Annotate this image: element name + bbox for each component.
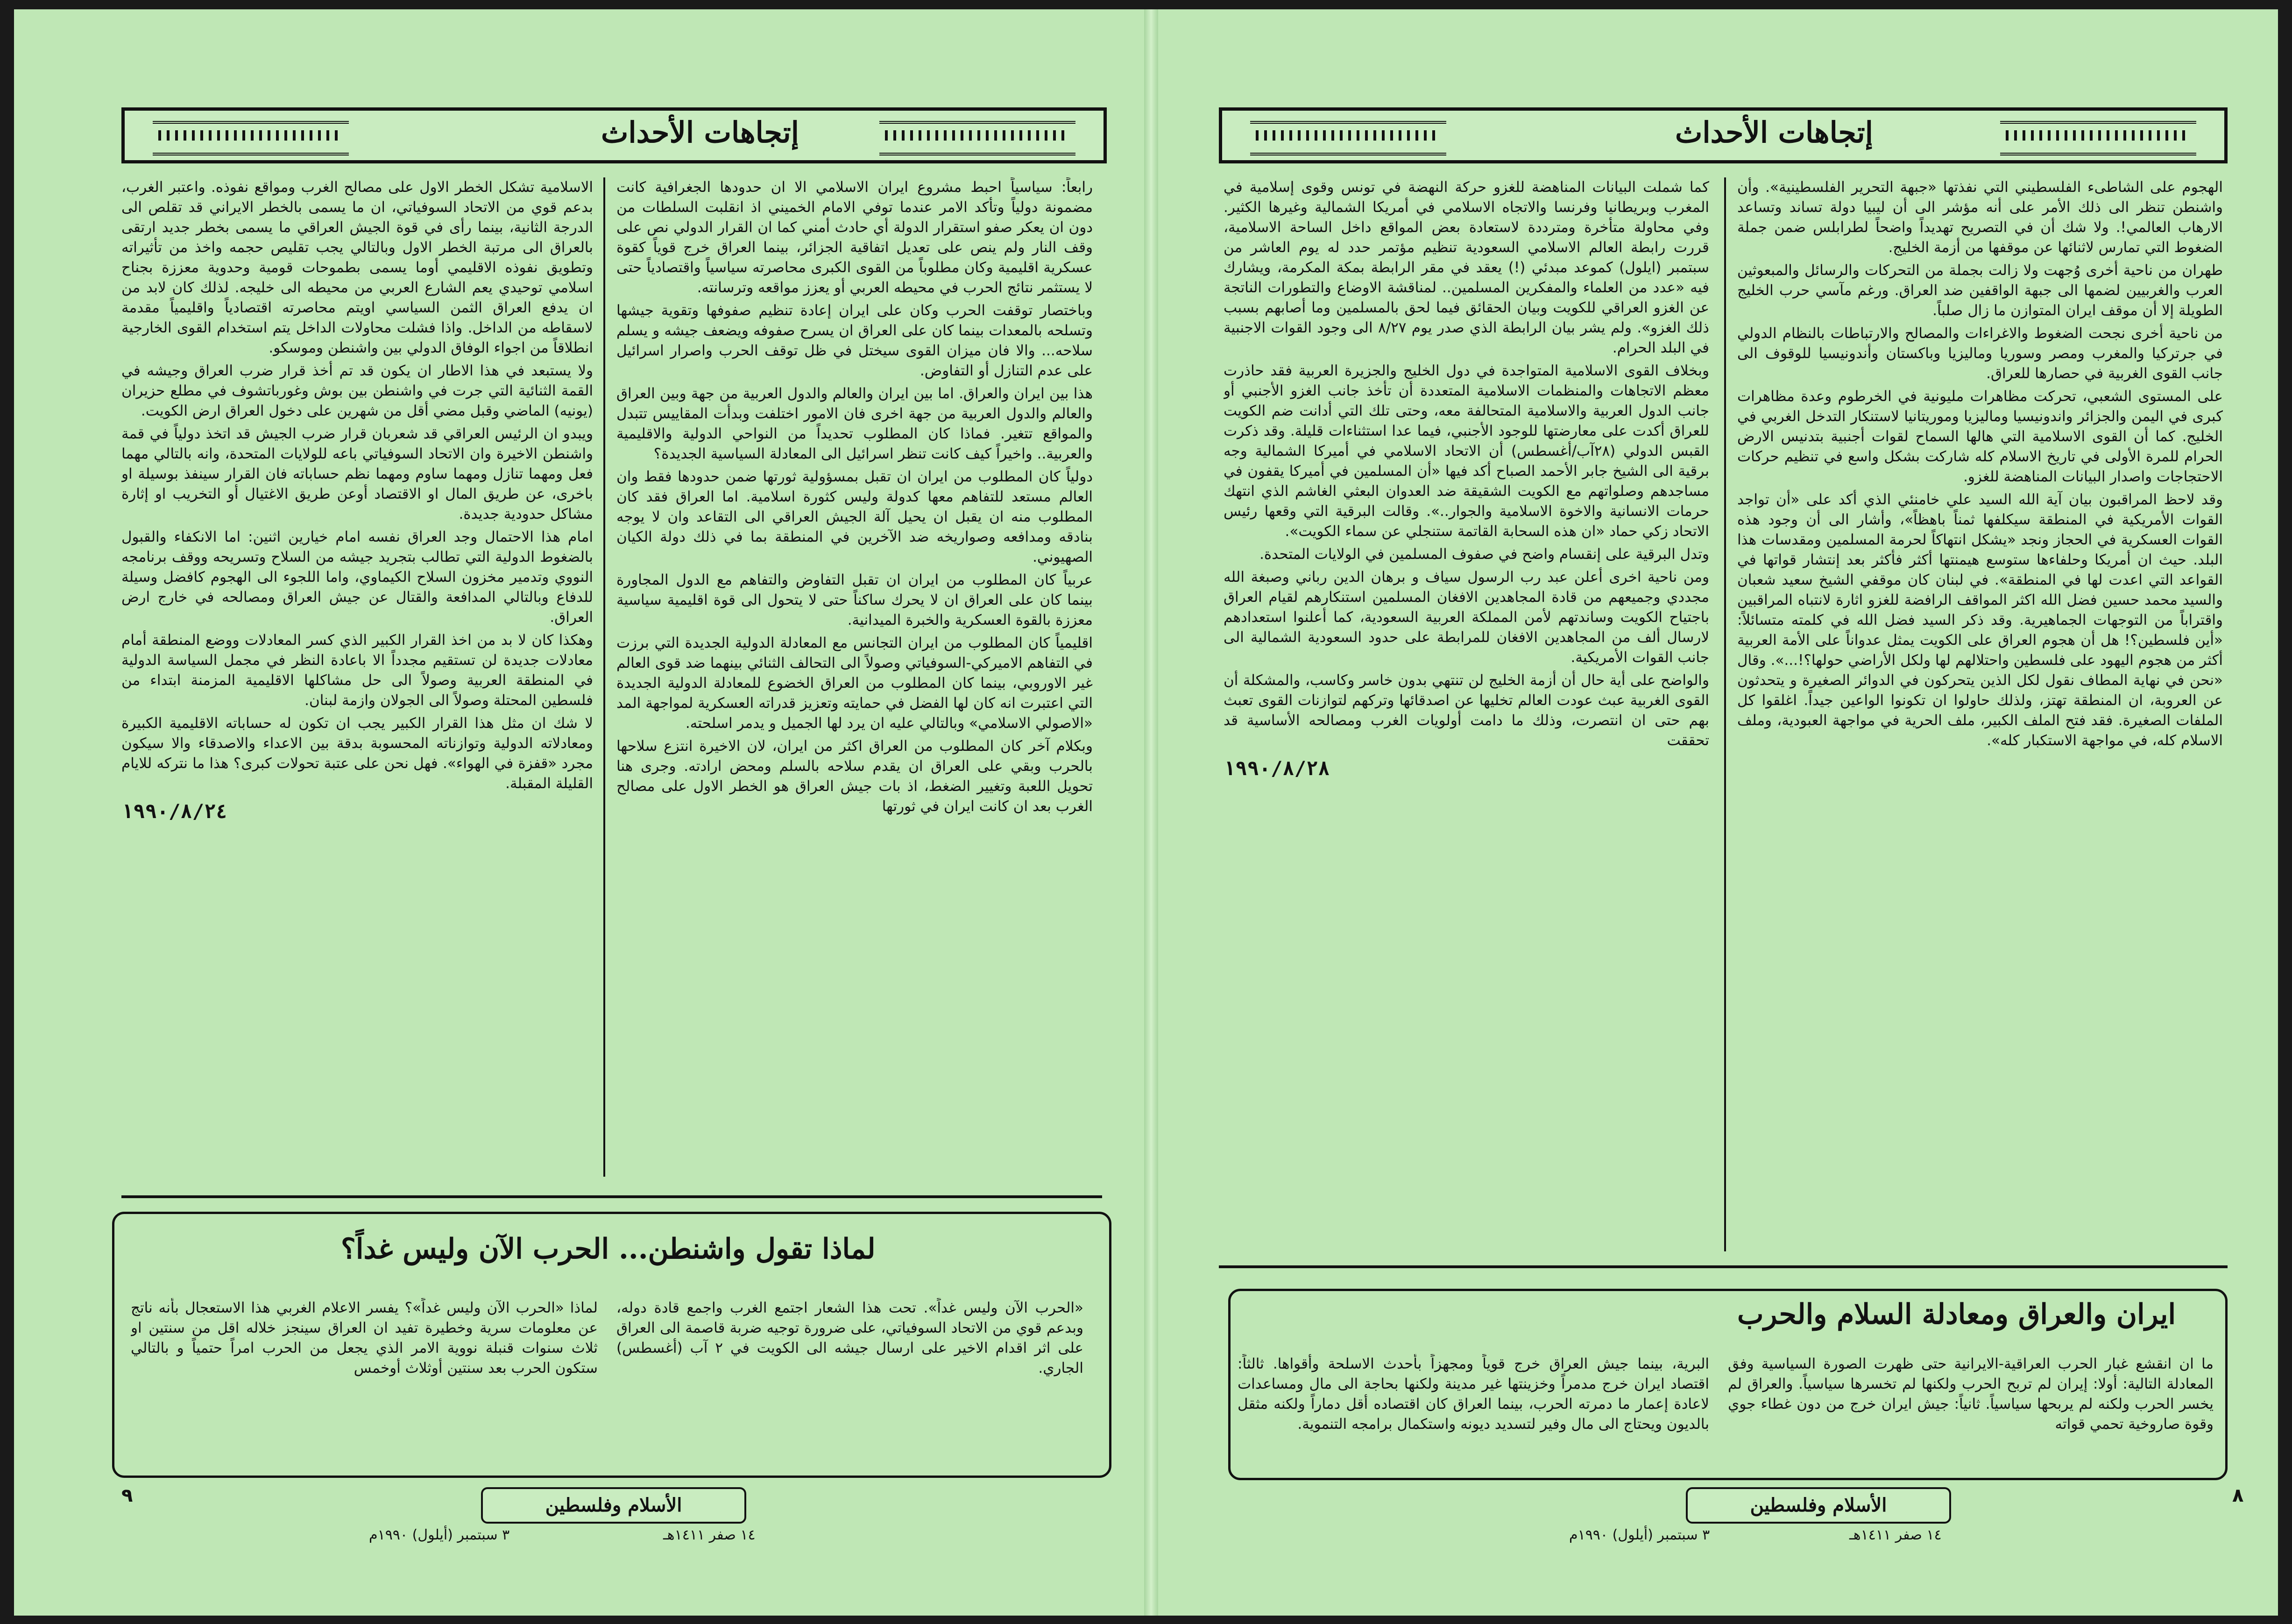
- paragraph: دولياً كان المطلوب من ايران ان تقبل بمسؤولية ثورتها ضمن حدودها فقط وان العالم مستعد للتفاهم معها كدولة وليس كثورة اسلامية. اما العراق فقد كان المطلوب منه ان يقبل ان يحيل آلة الجيش العراقي الى التقاعد وان لا يوجه بنادقه ومدافعه وصواريخه ضد الآخرين في المنطقة بما في ذلك دولة الكيان الصهيوني.: [616, 468, 1093, 565]
- paragraph: الهجوم على الشاطىء الفلسطيني التي نفذتها «جبهة التحرير الفلسطينية». وأن واشنطن تنظر الى ذلك الأمر على أنه مؤشر الى أن ليبيا دولة تساند وتساعد الارهاب العالمي!. ولا شك أن في التصريح تهديداً واضحاً لطرابلس ضمن جملة الضغوط التي تمارس لاثنائها عن موقفها من أزمة الخليج.: [1737, 179, 2223, 256]
- paragraph: البرية، بينما جيش العراق خرج قوياً ومجهزاً بأحدث الاسلحة وأقواها. ثالثاً: اقتصاد ايران خرج مدمراً وخزينتها غير مدينة ولكنها بحاجة الى مال ومساعدات لاعادة إعمار ما دمرته الحرب، بينما العراق كان اقتصاده أقل دماراً ولكنه مثقل بالديون ويحتاج الى مال وفير لتسديد ديونه واستكمال برامجه التنموية.: [1238, 1356, 1709, 1433]
- paragraph: ما ان انقشع غبار الحرب العراقية-الايرانية حتى ظهرت الصورة السياسية وفق المعادلة التالية: أولا: إيران لم تربح الحرب ولكنها لم تخسرها سياسياً. والعراق لم يخسر الحرب ولكنه لم يربحها سياسياً. ثانياً: جيش ايران خرج من دون غطاء جوي وقوة صاروخية تحمي قواته: [1728, 1356, 2214, 1433]
- paragraph: طهران من ناحية أخرى وُجهت ولا زالت بجملة من التحركات والرسائل والمبعوثين العرب والغربيين لضمها الى جبهة الواقفين ضد العراق. ورغم مآسي حرب الخليج الطويلة إلا أن موقف ايران المتوازن ما زال صلباً.: [1737, 262, 2223, 319]
- paragraph: ويبدو ان الرئيس العراقي قد شعربان قرار ضرب الجيش قد اتخذ دولياً في قمة واشنطن الاخيرة وان الاتحاد السوفياتي باعه للولايات المتحدة، وانه بالتالي مهما فعل ومهما تنازل ومهما ساوم ومهما نظم حساباته فان القرار سينفذ بوسيلة او باخرى، عن طريق المال او الاقتصاد أوعن طريق الاغتيال أو التخريب او إثارة مشاكل حدودية جديدة.: [121, 425, 593, 523]
- paragraph: امام هذا الاحتمال وجد العراق نفسه امام خيارين اثنين: اما الانكفاء والقبول بالضغوط الدولية التي تطالب بتجريد جيشه من السلاح وتسريحه ووقف برنامجه النووي وتدمير مخزون السلاح الكيماوي، واما اللجوء الى الهجوم كافضل وسيلة للدفاع وبالتالي المدافعة والقتال عن جيش العراق ومصالحه في خارج ارض العراق.: [121, 529, 593, 626]
- paragraph: ولا يستبعد في هذا الاطار ان يكون قد تم أخذ قرار ضرب العراق وجيشه في القمة الثنائية التي جرت في واشنطن بين بوش وغورباتشوف في مطلع حزيران (يونيه) الماضي وقبل مضي أقل من شهرين على دخول العراق ارض الكويت.: [121, 362, 593, 419]
- header-ornament-right: [879, 121, 1075, 155]
- section-title: إتجاهات الأحداث: [601, 115, 799, 149]
- paragraph: على المستوى الشعبي، تحركت مظاهرات مليونية في الخرطوم وعدة مظاهرات كبرى في اليمن والجزائر واندونيسيا وماليزيا وموريتانيا لاستنكار التدخل الغربي في الخليج. كما أن القوى الاسلامية التي هالها السماح لقوات أجنبية بتدنيس الارض الحرام للمرة الأولى في تاريخ الاسلام كله شاركت بشكل واسع في تنظيم حركات الاحتجاجات واصدار البيانات المناهضة للغزو.: [1737, 388, 2223, 485]
- paragraph: عربياً كان المطلوب من ايران ان تقبل التفاوض والتفاهم مع الدول المجاورة بينما كان على العراق ان لا يحرك ساكناً حتى لا يتحول الى قوة اقليمية سياسية معززة بالقوة العسكرية والخبرة الميدانية.: [616, 572, 1093, 628]
- paragraph: كما شملت البيانات المناهضة للغزو حركة النهضة في تونس وقوى إسلامية في المغرب وبريطانيا وفرنسا والاتجاه الاسلامي في أمريكا الشمالية وغيرها الكثير. وفي محاولة متأخرة ومترددة لاستعادة بعض المواقع داخل الساحة الاسلامية، قررت رابطة العالم الاسلامي السعودية تنظيم مؤتمر حدد له يوم العاشر من سبتمبر (ايلول) كموعد مبدئي (!) يعقد في مقر الرابطة بمكة المكرمة، ويشارك فيه «عدد من العلماء والمفكرين المسلمين.. لمناقشة الاوضاع والتطورات الناتجة عن الغزو العراقي للكويت وبيان الحقائق فيما لحق بالمسلمين وما أصابهم بسبب ذلك الغزو». ولم يشر بيان الرابطة الذي صدر يوم ٨/٢٧ الى وجود القوات الاجنبية في البلد الحرام.: [1224, 179, 1709, 356]
- paragraph: رابعاً: سياسياً احبط مشروع ايران الاسلامي الا ان حدودها الجغرافية كانت مضمونة دولياً وتأكد الامر عندما توفي الامام الخميني اذ انقلبت السلطات من دون ان يعكر صفو استقرار الدولة أي حادث أمني كما ان القرار الدولي نص على وقف النار ولم ينص على تعديل اتفاقية الجزائر، بينما العراق خرج قوياً كقوة عسكرية اقليمية وكان مطلوباً من القوى الكبرى محاصرته سياسياً واقتصادياً حتى لا يستثمر نتائج الحرب في محيطه العربي أو يعزز مواقعه وترسانته.: [616, 179, 1093, 296]
- article-column-left: [1238, 1354, 1709, 1466]
- page-number: ٨: [2232, 1485, 2244, 1506]
- section-rule: [1219, 1265, 2228, 1268]
- column-divider: [603, 177, 605, 1177]
- section-title: إتجاهات الأحداث: [1675, 115, 1873, 149]
- section-rule: [121, 1195, 1102, 1198]
- header-ornament-left: [1250, 121, 1446, 155]
- footer-banner: الأسلام وفلسطين: [481, 1487, 746, 1524]
- paragraph: وقد لاحظ المراقبون بيان آية الله السيد علي خامنئي الذي أكد على «أن تواجد القوات الأمريكية في المنطقة سيكلفها ثمناً باهظاً»، وأشار الى أن وجود هذه القوات العسكرية في الحجاز ونجد «يشكل انتهاكاً لحرمة المسلمين ومقدسات هذا البلد. حيث ان أمريكا وحلفاءها ستوسع هيمنتها أكثر فأكثر بعد إنتشار قواتها في القواعد التي اعدت لها في المنطقة». في لبنان كان موقفي الشيخ سعيد شعبان والسيد محمد حسين فضل الله اكثر المواقف الرافضة للغزو اثارة لانتباه المراقبين واقتراباً من التوجهات الجماهيرية. وقد ذكر السيد فضل الله في كلمته متسائلاً: «أين فلسطين؟! هل أن هجوم العراق على الكويت يمثل عدواناً على الأمة العربية أكثر من هجوم اليهود على فلسطين واحتلالهم لها ولكل الأراضي حولها؟!...». وقال «نحن في نهاية المطاف نقول لكل الذين يتحركون في الدوائر الصغيرة و يتحدثون عن العروبة، ان المنطقة تهتز، ولذلك حاولوا ان تكونوا الواعين جيداً. اغلقوا كل الملفات الصغيرة. فقد فتح الملف الكبير، ملف الحرية في مواجهة العبودية، وملف الاسلام كله، في مواجهة الاستكبار كله».: [1737, 491, 2223, 749]
- column-right: [1737, 177, 2223, 1251]
- paragraph: والواضح على أية حال أن أزمة الخليج لن تنتهي بدون خاسر وكاسب، والمشكلة أن القوى الغربية عبث عودت العالم تخليها عن اصدقائها وتركهم لتوازنات القوى تعبث بهم حتى ان انتصرت، وذلك ما دامت أولويات الغرب ومصالحه الأساسية قد تحققت: [1224, 672, 1709, 749]
- column-left: [121, 177, 593, 1177]
- paragraph: ومن ناحية اخرى أعلن عبد رب الرسول سياف و برهان الدين رباني وصبغة الله مجددي وجميعهم من قادة المجاهدين الافغان المسلمين استنكارهم لقيام العراق باجتياح الكويت وساندتهم لأمن المملكة العربية السعودية، كما أعلنوا استعدادهم لارسال ألف من المجاهدين الافغان للمرابطة على حدود السعودية الشمالية الى جانب القوات الأمريكية.: [1224, 569, 1709, 666]
- paragraph: لا شك ان مثل هذا القرار الكبير يجب ان تكون له حساباته الاقليمية الكبيرة ومعادلاته الدولية وتوازناته المحسوبة بدقة بين الاعداء والاصدقاء والا سيكون مجرد «قفزة في الهواء». فهل نحن على عتبة تحولات كبرى؟ هذا ما نتركه للايام القليلة المقبلة.: [121, 715, 593, 792]
- page-fold: [1144, 9, 1158, 1616]
- paragraph: وتدل البرقية على إنقسام واضح في صفوف المسلمين في الولايات المتحدة.: [1259, 546, 1709, 563]
- article-date: ١٩٩٠/٨/٢٤: [121, 800, 228, 823]
- header-ornament-right: [2000, 121, 2196, 155]
- page-number: ٩: [121, 1485, 133, 1506]
- footer-gregorian-date: ٣ سبتمبر (أيلول) ١٩٩٠م: [369, 1527, 510, 1543]
- paragraph: اقليمياً كان المطلوب من ايران التجانس مع المعادلة الدولية الجديدة التي برزت في التفاهم الاميركي-السوفياتي وصولاً الى التحالف الثنائي بينهما ضد قوى العالم غير الاوروبي، بينما كان المطلوب من العراق الخضوع للمعادلة الدولية الجديدة التي اعتبرت انه كان لها الفضل في حمايته وتعزيز قدراته العسكرية لمواجهة المد «الاصولي الاسلامي» وبالتالي عليه ان يرد لها الجميل و يدمر اسلحته.: [616, 635, 1093, 732]
- column-right: [616, 177, 1093, 1177]
- page-left: [14, 9, 1144, 1616]
- paragraph: وبخلاف القوى الاسلامية المتواجدة في دول الخليج والجزيرة العربية فقد حاذرت معظم الاتجاهات والمنظمات الاسلامية المتعددة أن تأخذ جانب الغزو الأجنبي أو جانب الدول العربية والاسلامية المتحالفة معه، وحتى تلك التي أدانت ضم الكويت للعراق أكدت على معارضتها للوجود الأجنبي، فيما عدا استثناءات قليلة. وقد ذكرت القبس الدولي (٢٨آب/أغسطس) أن الاتحاد الاسلامي في أميركا الشمالية وجه برقية الى الشيخ جابر الأحمد الصباح أكد فيها «أن المسلمين في أميركا يقفون في مساجدهم وصلواتهم مع الكويت الشقيقة ضد العدوان البعثي الغاشم الذي انتهك حرمات الانسانية والاخوة الاسلامية والجوار..». وقالت البرقية التي وقعها رئيس الاتحاد زكي حماد «ان هذه السحابة القاتمة ستنجلي عن سماء الكويت».: [1224, 362, 1709, 540]
- article-column-right: [616, 1298, 1083, 1457]
- column-divider: [1724, 177, 1726, 1251]
- article-date: ١٩٩٠/٨/٢٨: [1224, 757, 1330, 780]
- article-title: ايران والعراق ومعادلة السلام والحرب: [1737, 1298, 2176, 1331]
- paragraph: وبكلام آخر كان المطلوب من العراق اكثر من ايران، لان الاخيرة انتزع سلاحها بالحرب وبقي على العراق ان يقدم سلاحه بالسلم ومحض ارادته. وجرى هنا تحويل اللعبة وتغيير الضغط، اذ بات جيش العراق هو الخطر الاول على مصالح الغرب بعد ان كانت ايران في ثورتها: [616, 738, 1093, 815]
- paragraph: من ناحية أخرى نجحت الضغوط والاغراءات والمصالح والارتباطات بالنظام الدولي في جرتركيا والمغرب ومصر وسوريا وماليزيا وباكستان وأندونيسيا للوقوف الى جانب القوى الغربية في حصارها للعراق.: [1737, 325, 2223, 382]
- paragraph: لماذا «الحرب الآن وليس غداً»؟ يفسر الاعلام الغربي هذا الاستعجال بأنه ناتج عن معلومات سرية وخطيرة تفيد ان العراق سينجز خلاله اقل من سنتين او ثلاث سنوات قنبلة نووية الامر الذي يجعل من الحرب امراً حتمياً و بالتالي ستكون الحرب بعد سنتين أوثلاث أوخمس: [131, 1299, 598, 1377]
- article-column-left: [131, 1298, 598, 1457]
- page-right: [1158, 9, 2278, 1616]
- magazine-spread: [14, 9, 2278, 1616]
- paragraph: الاسلامية تشكل الخطر الاول على مصالح الغرب ومواقع نفوذه. واعتبر الغرب، بدعم قوي من الاتحاد السوفياتي، ان ما يسمى بالخطر الايراني قد تقلص الى الدرجة الثانية، بينما رأى في قوة الجيش العراقي ما يسمى بخطر جديد ارتقى بالعراق الى مرتبة الخطر الاول وبالتالي يجب تقليص حجمه واخذ من تأثيراته وتطويق نفوذه الاقليمي أوما يسمى بطموحات قومية وحدوية معززة بجناح اسلامي توحيدي يعم الشارع العربي من محيطه الى خليجه. لذلك كان لابد من ان يدفع العراق الثمن السياسي اويتم محاصرته اقتصادياً واقليمياً مقدمة لاسقاطه من الداخل. واذا فشلت محاولات الداخل يتم استخدام القوى الخارجية انطلاقاً من اجواء الوفاق الدولي بين واشنطن وموسكو.: [121, 179, 593, 356]
- footer-banner: الأسلام وفلسطين: [1686, 1487, 1951, 1524]
- article-column-right: [1728, 1354, 2214, 1466]
- paragraph: وهكذا كان لا بد من اخذ القرار الكبير الذي كسر المعادلات ووضع المنطقة أمام معادلات جديدة لن تستقيم مجدداً الا باعادة النظر في مجمل السياسة الدولية في المنطقة العربية وصولاً الى حل مشاكلها الاقليمية المزمنة ابتداء من فلسطين المحتلة وصولاً الى الجولان وازمة لبنان.: [121, 632, 593, 709]
- section-header: [1219, 107, 2228, 163]
- footer-gregorian-date: ٣ سبتمبر (أيلول) ١٩٩٠م: [1569, 1527, 1710, 1543]
- section-header: [121, 107, 1107, 163]
- column-left: [1224, 177, 1709, 1251]
- header-ornament-left: [153, 121, 349, 155]
- paragraph: هذا بين ايران والعراق. اما بين ايران والعالم والدول العربية من جهة وبين العراق والعالم والدول العربية من جهة اخرى فان الامور اختلفت وبدأت المقاييس تتبدل والمواقع تتغير. فماذا كان المطلوب تحديداً من النواحي الدولية والاقليمية والعربية.. واخيراً كيف كانت تنظر اسرائيل الى المعادلة السياسية الجديدة؟: [616, 385, 1093, 462]
- article-title: لماذا تقول واشنطن... الحرب الآن وليس غداً؟: [341, 1233, 876, 1265]
- footer-hijri-date: ١٤ صفر ١٤١١هـ: [1849, 1527, 1942, 1543]
- footer-hijri-date: ١٤ صفر ١٤١١هـ: [663, 1527, 756, 1543]
- paragraph: «الحرب الآن وليس غداً». تحت هذا الشعار اجتمع الغرب واجمع قادة دوله، وبدعم قوي من الاتحاد السوفياتي، على ضرورة توجيه ضربة قاصمة الى العراق على اثر اقدام الاخير على ارسال جيشه الى الكويت في ٢ آب (أغسطس) الجاري.: [616, 1299, 1083, 1377]
- paragraph: وباختصار توقفت الحرب وكان على ايران إعادة تنظيم صفوفها وتقوية جيشها وتسلحه بالمعدات بينما كان على العراق ان يسرح صفوفه ويضعف جيشه و يسلم سلاحه... والا فان ميزان القوى سيختل في ظل توقف الحرب واصرار اسرائيل على عدم التنازل أو التفاوض.: [616, 302, 1093, 379]
